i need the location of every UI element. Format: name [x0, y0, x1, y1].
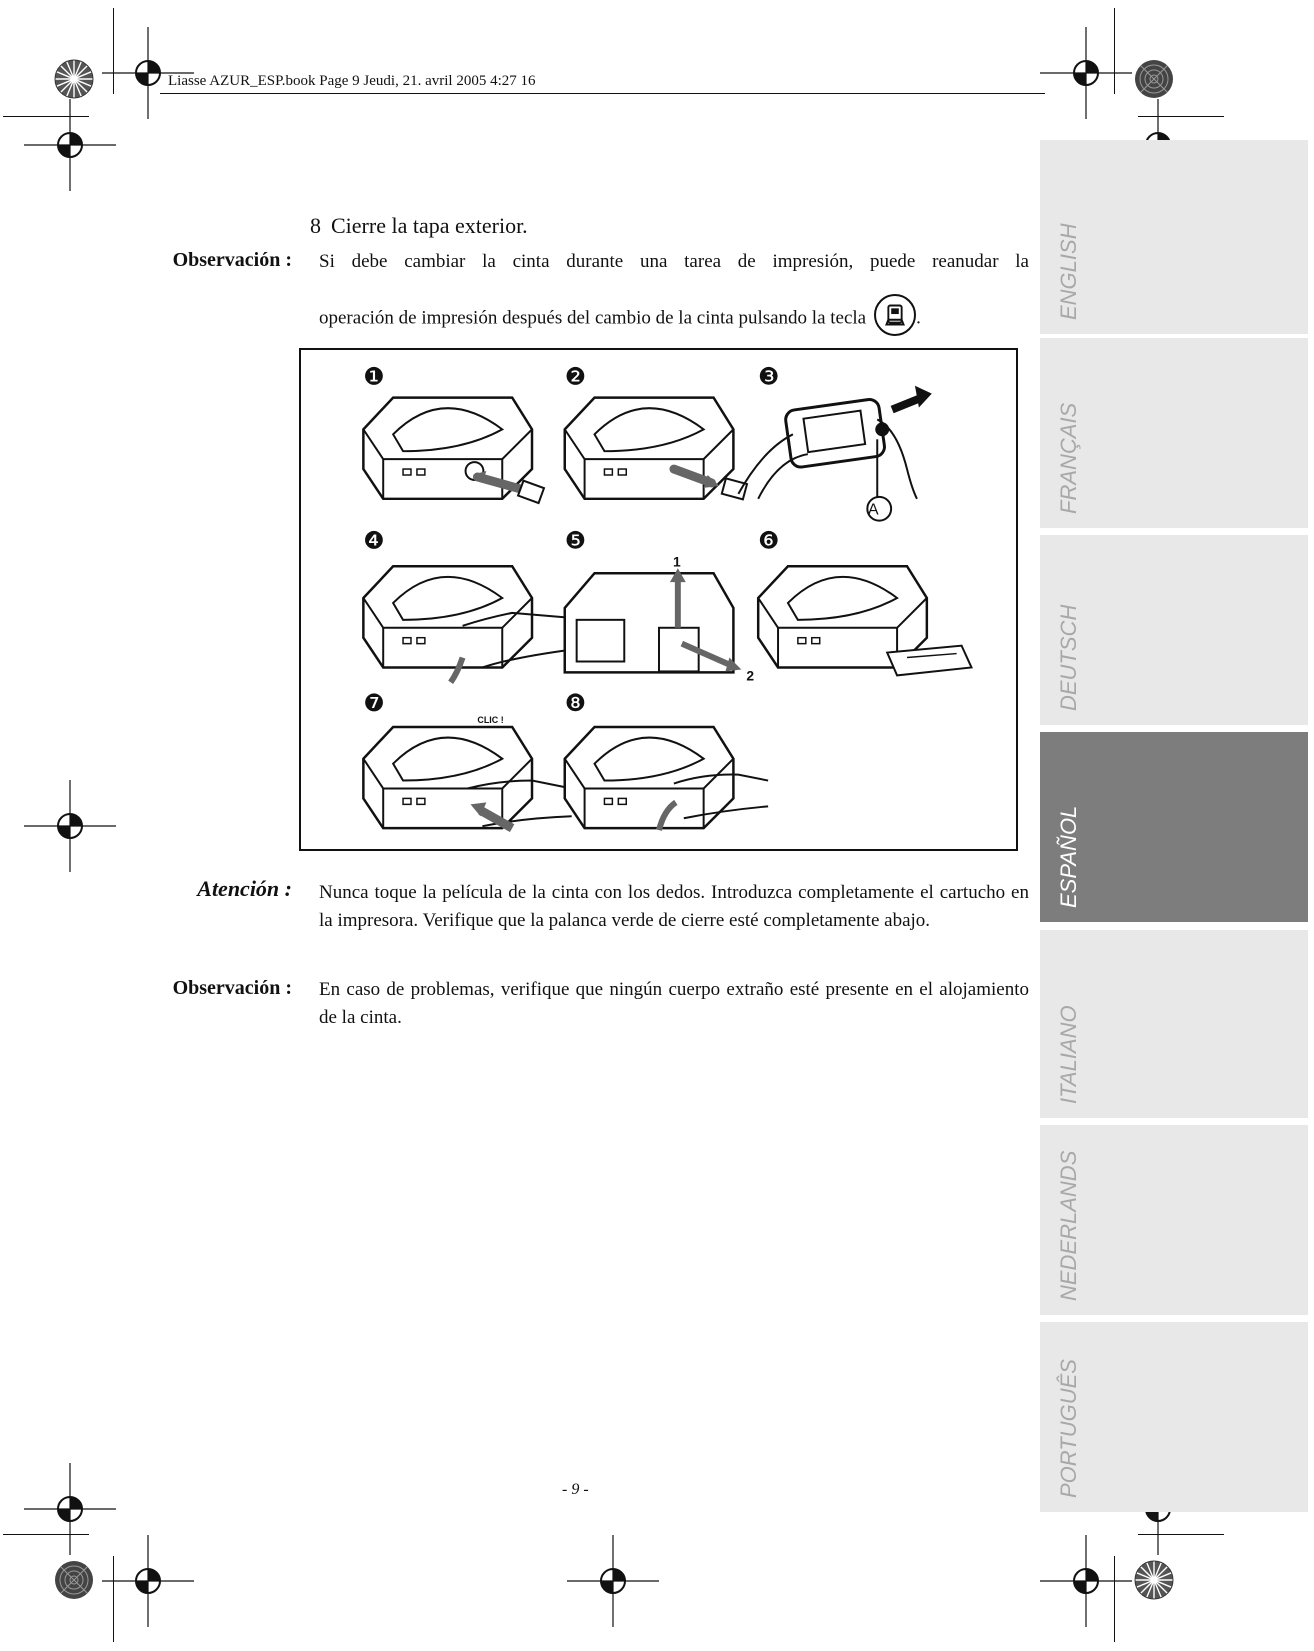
tab-label: FRANÇAIS — [1056, 402, 1081, 514]
note-text-line2 — [319, 298, 1029, 340]
figure-step-7: ❼ — [363, 690, 385, 718]
note-label: Observación : — [172, 977, 292, 999]
printer-illustration-2 — [565, 398, 747, 500]
printer-illustration-7 — [363, 727, 571, 828]
language-tab-francais[interactable] — [1040, 338, 1308, 528]
tab-label: ITALIANO — [1056, 1005, 1081, 1104]
tab-label: ESPAÑOL — [1056, 805, 1081, 908]
note-text-end: . — [916, 307, 921, 329]
printer-illustration-4 — [363, 566, 571, 682]
arrow-label-1: 1 — [672, 553, 681, 570]
ribbon-replacement-figure — [299, 348, 1018, 851]
color-target-icon — [1134, 59, 1174, 99]
color-target-icon — [54, 59, 94, 99]
arrow-label-2: 2 — [746, 667, 755, 684]
language-tab-espanol[interactable] — [1040, 732, 1308, 922]
crop-rule — [113, 1556, 114, 1642]
tab-label: DEUTSCH — [1056, 604, 1081, 711]
warning-label: Atención : — [197, 876, 292, 901]
click-label: CLIC ! — [477, 715, 504, 726]
printer-illustration-6 — [758, 566, 971, 675]
color-target-icon — [1134, 1560, 1174, 1600]
figure-step-8: ❽ — [564, 690, 587, 718]
page-number: - 9 - — [562, 1481, 589, 1498]
tab-label: PORTUGUÊS — [1056, 1359, 1081, 1498]
printer-illustration-8 — [565, 727, 768, 830]
figure-step-5: ❺ — [564, 527, 587, 555]
note-label: Observación : — [172, 249, 292, 271]
callout-a: A — [867, 501, 879, 519]
step-8-line — [310, 213, 528, 239]
note-text: operación de impresión después del cambio de la cinta pulsando la tecla — [319, 307, 867, 329]
crop-rule — [113, 8, 114, 94]
figure-step-1: ❶ — [363, 363, 385, 391]
ribbon-key-icon — [874, 294, 916, 336]
tab-label: ENGLISH — [1056, 223, 1081, 320]
registration-mark-icon — [567, 1535, 659, 1627]
registration-mark-icon — [24, 99, 116, 191]
language-tab-deutsch[interactable] — [1040, 535, 1308, 725]
step-number: 8 — [310, 213, 321, 238]
crop-rule — [3, 1534, 89, 1535]
header-underline — [160, 93, 1045, 94]
figure-step-2: ❷ — [564, 363, 587, 391]
tab-label: NEDERLANDS — [1056, 1150, 1081, 1301]
crop-rule — [1138, 116, 1224, 117]
note-text: En caso de problemas, verifique que ningún cuerpo extraño esté presente en el alojamiento de la cinta. — [319, 979, 1029, 1028]
figure-step-3: ❸ — [758, 363, 780, 391]
color-target-icon — [54, 1560, 94, 1600]
crop-rule — [3, 116, 89, 117]
printer-illustration-1 — [363, 398, 544, 503]
crop-rule — [1114, 8, 1115, 94]
registration-mark-icon — [24, 780, 116, 872]
registration-mark-icon — [102, 1535, 194, 1627]
crop-rule — [1138, 1534, 1224, 1535]
figure-step-6: ❻ — [758, 527, 780, 555]
book-header-line: Liasse AZUR_ESP.book Page 9 Jeudi, 21. avril 2005 4:27 16 — [168, 73, 536, 89]
language-tab-italiano[interactable] — [1040, 930, 1308, 1118]
step-text: Cierre la tapa exterior. — [331, 213, 528, 238]
language-tab-nederlands[interactable] — [1040, 1125, 1308, 1315]
hands-cartridge-illustration — [738, 386, 931, 521]
warning-text: Nunca toque la película de la cinta con los dedos. Introduzca completamente el cartucho en la impresora. Verifique que la palanca verde de cierre esté completamente abajo. — [319, 882, 1029, 931]
note-text-line1: Si debe cambiar la cinta durante una tarea de impresión, puede reanudar la — [319, 251, 1029, 272]
language-tab-portugues[interactable] — [1040, 1322, 1308, 1512]
registration-mark-icon — [1040, 1535, 1132, 1627]
figure-step-4: ❹ — [363, 527, 385, 555]
language-tab-english[interactable] — [1040, 140, 1308, 334]
printer-illustration-5 — [565, 568, 742, 672]
crop-rule — [1114, 1556, 1115, 1642]
